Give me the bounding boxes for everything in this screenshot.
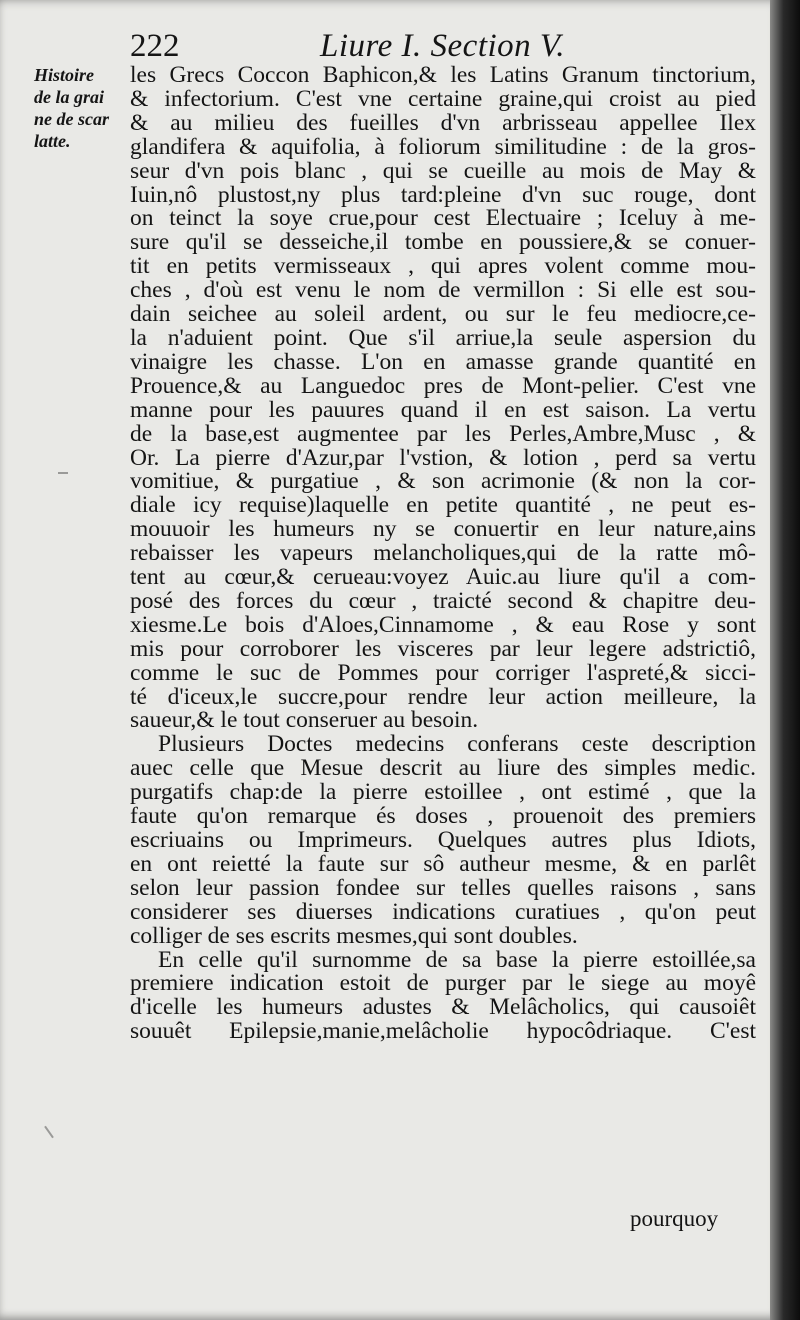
text-line: on teinct la soye crue,pour cest Electuaire ; Iceluy à me- xyxy=(130,205,756,232)
text-line: la n'aduient point. Que s'il arriue,la seule aspersion du xyxy=(130,324,756,351)
text-line: Prouence,& au Languedoc pres de Mont-pelier. C'est vne xyxy=(130,372,756,399)
text-line: colliger de ses escrits mesmes,qui sont doubles. xyxy=(130,922,578,949)
text-line: de la base,est augmentee par les Perles,Ambre,Musc , & xyxy=(130,420,756,447)
margin-note-line: latte. xyxy=(34,131,71,151)
running-title: Liure I. Section V. xyxy=(320,28,566,64)
text-line: Or. La pierre d'Azur,par l'vstion, & lotion , perd sa vertu xyxy=(130,444,756,471)
body-text xyxy=(130,64,756,1044)
text-line: mouuoir les humeurs ny se conuertir en leur nature,ains xyxy=(130,516,756,543)
text-line: auec celle que Mesue descrit au liure des simples medic. xyxy=(130,755,756,782)
paper-speck xyxy=(58,472,68,474)
text-line: Iuin,nô plustost,ny plus tard:pleine d'vn suc rouge, dont xyxy=(130,181,756,208)
paragraph-start-line: Plusieurs Doctes medecins conferans ceste description xyxy=(158,731,756,758)
text-line: souuêt Epilepsie,manie,melâcholie hypocôdriaque. C'est xyxy=(130,1018,756,1045)
text-line: purgatifs chap:de la pierre estoillee , ont estimé , que la xyxy=(130,779,756,806)
text-line: & infectorium. C'est vne certaine graine,qui croist au pied xyxy=(130,85,756,112)
text-line: xiesme.Le bois d'Aloes,Cinnamome , & eau Rose y sont xyxy=(130,611,756,638)
text-line: en ont reietté la faute sur sô autheur mesme, & en parlêt xyxy=(130,850,756,877)
text-line: & au milieu des fueilles d'vn arbrisseau appellee Ilex xyxy=(130,109,756,136)
text-line: comme le suc de Pommes pour corriger l'aspreté,& sicci- xyxy=(130,659,756,686)
text-line: selon leur passion fondee sur telles quelles raisons , sans xyxy=(130,874,756,901)
page-number: 222 xyxy=(130,28,180,64)
text-line: les Grecs Coccon Baphicon,& les Latins Granum tinctorium, xyxy=(130,62,756,88)
text-line: tent au cœur,& cerueau:voyez Auic.au liure qu'il a com- xyxy=(130,564,756,591)
text-line: manne pour les pauures quand il en est saison. La vertu xyxy=(130,396,756,423)
text-line: sure qu'il se desseiche,il tombe en poussiere,& se conuer- xyxy=(130,229,756,256)
text-line: dain seichee au soleil ardent, ou sur le feu mediocre,ce- xyxy=(130,301,756,328)
text-line: saueur,& le tout conseruer au besoin. xyxy=(130,707,479,734)
catchword: pourquoy xyxy=(630,1206,719,1231)
text-line: glandifera & aquifolia, à foliorum similitudine : de la gros- xyxy=(130,133,756,160)
text-line: premiere indication estoit de purger par le siege au moyê xyxy=(130,970,756,997)
text-line: d'icelle les humeurs adustes & Melâcholics, qui causoiêt xyxy=(130,994,756,1021)
text-line: vinaigre les chasse. L'on en amasse grande quantité en xyxy=(130,348,756,375)
text-line: escriuains ou Imprimeurs. Quelques autres plus Idiots, xyxy=(130,827,756,853)
text-line: seur d'vn pois blanc , qui se cueille au mois de May & xyxy=(130,157,756,184)
text-line: diale icy requise)laquelle en petite quantité , ne peut es- xyxy=(130,492,756,519)
margin-note-line: de la grai xyxy=(34,87,104,107)
page-edge-shadow xyxy=(770,0,800,1320)
text-line: posé des forces du cœur , traicté second & chapitre deu- xyxy=(130,587,756,614)
text-line: vomitiue, & purgatiue , & son acrimonie (& non la cor- xyxy=(130,468,756,495)
text-line: ches , d'où est venu le nom de vermillon : Si elle est sou- xyxy=(130,277,756,304)
text-line: tit en petits vermisseaux , qui apres volent comme mou- xyxy=(130,253,756,280)
text-line: mis pour corroborer les visceres par leur legere adstrictiô, xyxy=(130,635,756,662)
paper-speck xyxy=(44,1126,54,1139)
margin-note-line: Histoire xyxy=(34,65,95,85)
text-line: rebaisser les vapeurs melancholiques,qui de la ratte mô- xyxy=(130,540,756,567)
text-line: té d'iceux,le succre,pour rendre leur action meilleure, la xyxy=(130,683,756,710)
text-line: considerer ses diuerses indications curatiues , qu'on peut xyxy=(130,898,756,925)
marginal-note xyxy=(34,64,122,152)
paragraph-start-line: En celle qu'il surnomme de sa base la pierre estoillée,sa xyxy=(158,946,756,973)
text-line: faute qu'on remarque és doses , prouenoit des premiers xyxy=(130,803,756,830)
margin-note-line: ne de scar xyxy=(34,109,109,129)
